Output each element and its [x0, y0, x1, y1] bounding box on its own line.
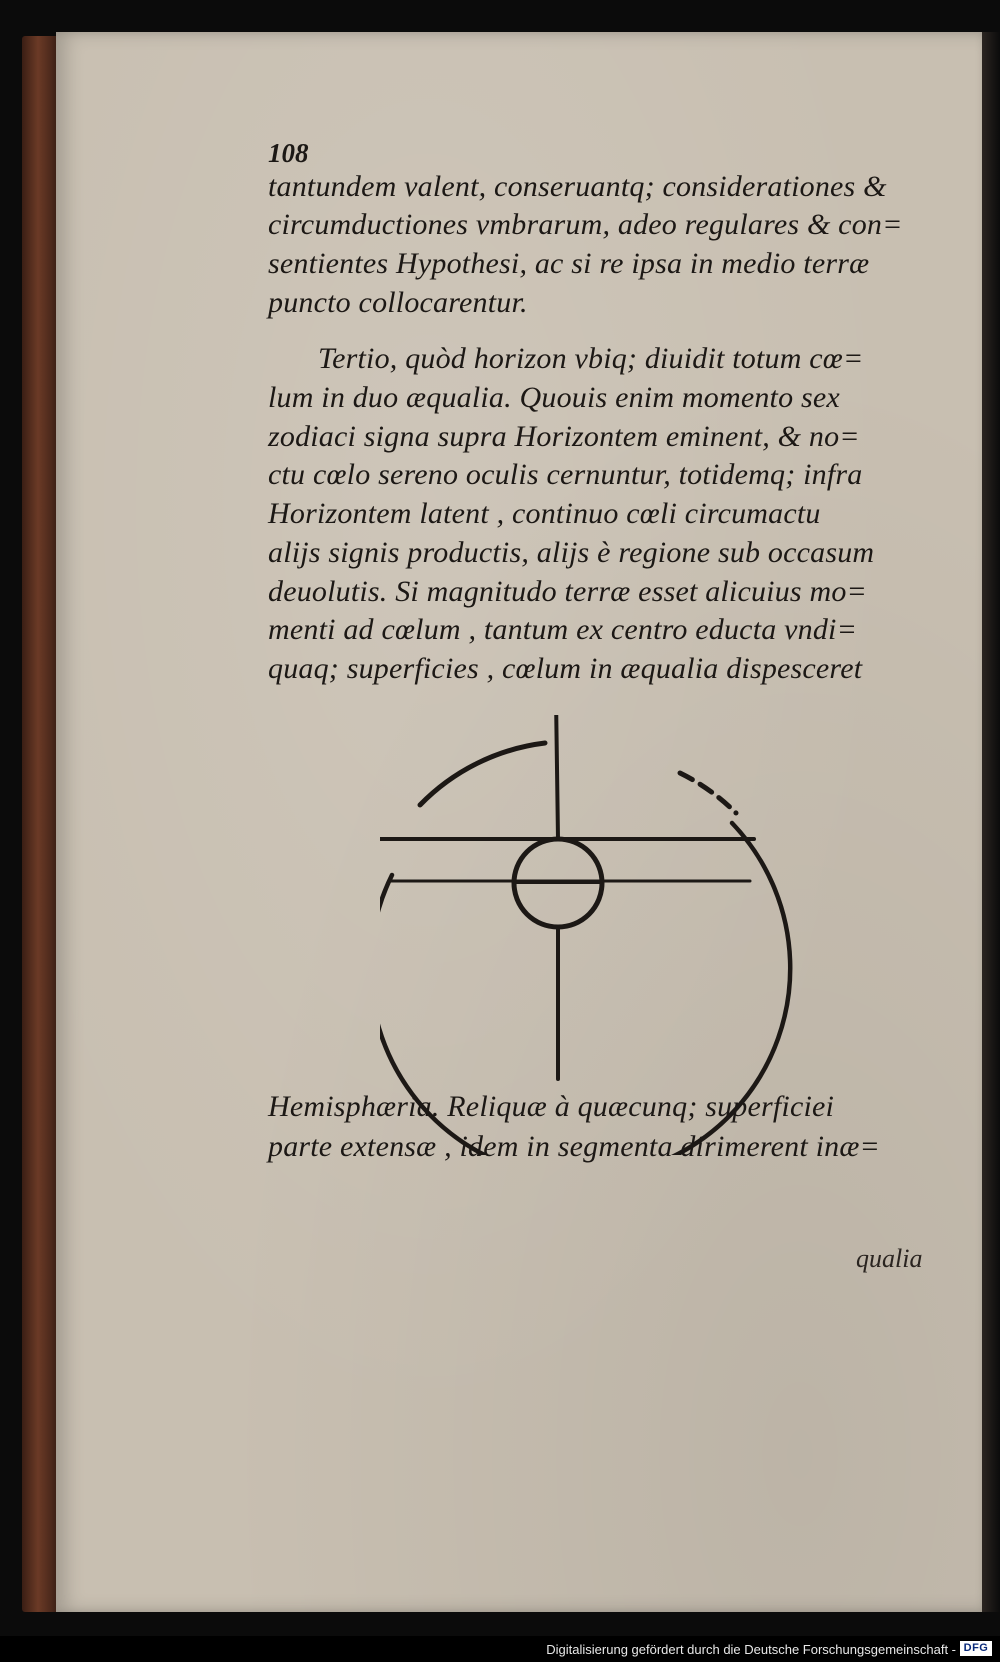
text-line: sentientes Hypothesi, ac si re ipsa in medio terræ	[268, 247, 870, 280]
text-line: puncto collocarentur.	[268, 286, 528, 319]
text-line: Hemisphæria. Reliquæ à quæcunq; superficiei	[268, 1090, 835, 1123]
page-number: 108	[268, 138, 309, 168]
text-line: Tertio, quòd horizon vbiq; diuidit totum cœ=	[318, 342, 864, 375]
outer-circle-arc-upper-left	[420, 743, 545, 805]
dfg-logo: DFG	[960, 1641, 992, 1656]
hemisphere-diagram	[380, 715, 800, 1155]
digitization-footer	[0, 1636, 1000, 1662]
page-gutter-shadow	[982, 32, 1000, 1612]
catchword: qualia	[856, 1244, 923, 1273]
text-line: menti ad cœlum , tantum ex centro educta vndi=	[268, 613, 858, 646]
text-line: ctu cœlo sereno oculis cernuntur, totidemq; infra	[268, 458, 863, 491]
text-line: lum in duo æqualia. Quouis enim momento sex	[268, 381, 840, 414]
meridian-line-upper	[556, 715, 558, 839]
footer-credit: Digitalisierung gefördert durch die Deutsche Forschungsgemeinschaft -	[546, 1642, 956, 1657]
text-line: tantundem valent, conseruantq; considerationes &	[268, 170, 887, 203]
text-line: Horizontem latent , continuo cœli circumactu	[268, 497, 821, 530]
outer-circle-arc-upper-right	[680, 773, 736, 813]
text-line: circumductiones vmbrarum, adeo regulares & con=	[268, 208, 903, 241]
text-line: quaq; superficies , cœlum in æqualia dispesceret	[268, 652, 863, 685]
text-line: zodiaci signa supra Horizontem eminent, & no=	[268, 420, 860, 453]
text-line: parte extensæ , idem in segmenta dirimerent inæ=	[268, 1130, 880, 1163]
text-line: deuolutis. Si magnitudo terræ esset alicuius mo=	[268, 575, 867, 608]
text-line: alijs signis productis, alijs è regione sub occasum	[268, 536, 875, 569]
